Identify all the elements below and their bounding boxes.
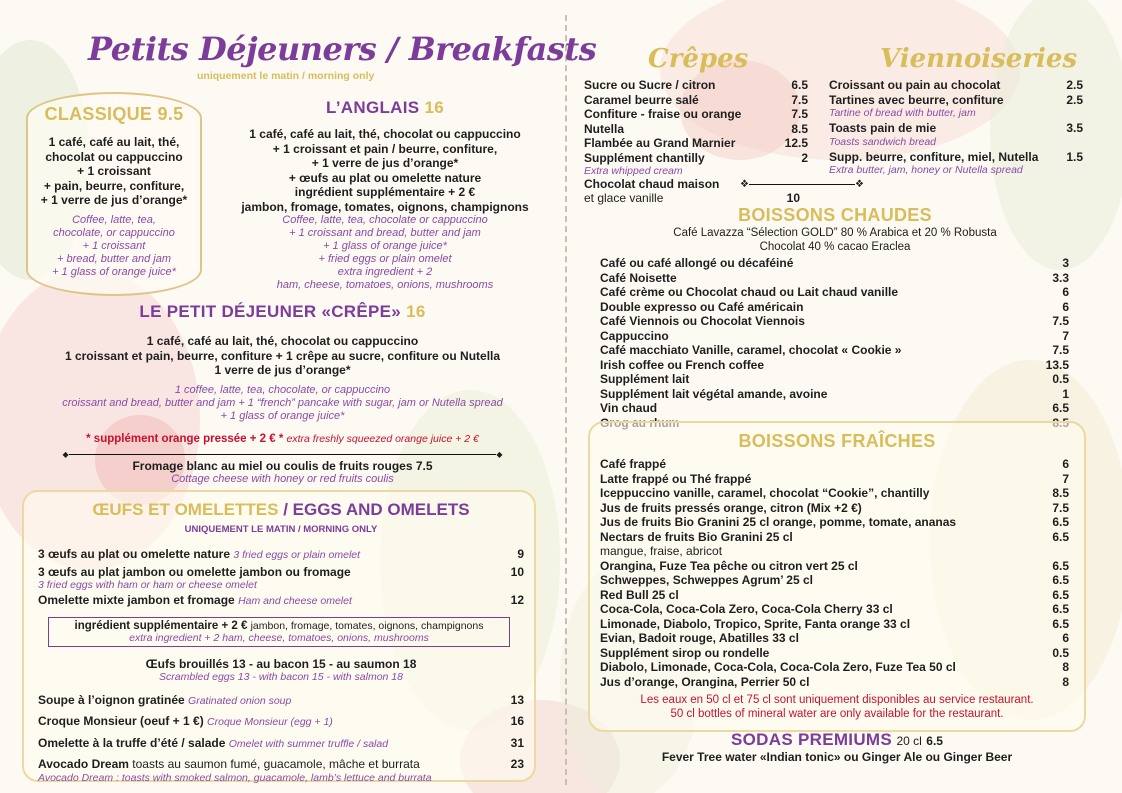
classique-line: + 1 verre de jus d’orange* bbox=[40, 193, 188, 207]
anglais-en: + fried eggs or plain omelet bbox=[318, 253, 452, 265]
viennoiserie-en: Toasts sandwich bread bbox=[829, 135, 937, 148]
dish-item-en: Avocado Dream : toasts with smoked salmon, guacamole, lamb’s lettuce and burrata bbox=[38, 771, 432, 784]
classique-line: chocolat ou cappuccino bbox=[45, 149, 183, 164]
extra-ingredient-box bbox=[48, 617, 510, 647]
classique-en: + bread, butter and jam bbox=[56, 252, 172, 265]
viennoiserie-item: Supp. beurre, confiture, miel, Nutella 1.5 bbox=[829, 149, 1083, 164]
anglais-line: + 1 croissant et pain / beurre, confiture, bbox=[272, 141, 498, 156]
anglais-price: 16 bbox=[424, 98, 444, 117]
eggs-section bbox=[38, 500, 524, 784]
crepe-breakfast-title: LE PETIT DÉJEUNER «CRÊPE» bbox=[139, 302, 402, 321]
breakfast-title: Petits Déjeuners / Breakfasts bbox=[88, 30, 597, 68]
anglais-en: + 1 croissant and bread, butter and jam bbox=[289, 227, 481, 239]
cold-drink-item: mangue, fraise, abricot bbox=[600, 544, 723, 558]
hot-drink-item: Vin chaud 6.5 bbox=[600, 401, 1069, 415]
viennoiserie-item: Tartines avec beurre, confiture 2.5 bbox=[829, 92, 1083, 107]
anglais-line: ingrédient supplémentaire + 2 € bbox=[294, 185, 476, 199]
viennoiseries-list bbox=[829, 78, 1083, 176]
crepe-item: Nutella 8.5 bbox=[584, 121, 808, 136]
sodas-line: Fever Tree water «Indian tonic» ou Ginger Ale ou Ginger Beer bbox=[661, 750, 1013, 764]
cold-drink-item: Red Bull 25 cl 6.5 bbox=[600, 587, 1069, 602]
crepe-item: Supplément chantilly 2 bbox=[584, 150, 808, 165]
dish-item: Soupe à l’oignon gratinée Gratinated onion soup 13 bbox=[38, 692, 524, 707]
cold-drink-item: Jus de fruits Bio Granini 25 cl orange, pomme, tomate, ananas 6.5 bbox=[600, 515, 1069, 529]
eggs-subtitle: UNIQUEMENT LE MATIN / MORNING ONLY bbox=[184, 524, 378, 535]
anglais-line: 1 café, café au lait, thé, chocolat ou cappuccino bbox=[249, 127, 521, 141]
crepe-breakfast-en: + 1 glass of orange juice* bbox=[220, 409, 345, 422]
page-divider bbox=[565, 15, 567, 785]
chantilly-en: Extra whipped cream bbox=[584, 165, 683, 177]
cold-drink-item: Coca-Cola, Coca-Cola Zero, Coca-Cola Cherry 33 cl 6.5 bbox=[600, 602, 1069, 616]
classique-title: CLASSIQUE 9.5 bbox=[44, 104, 184, 124]
hot-drink-item: Café Viennois ou Chocolat Viennois 7.5 bbox=[600, 314, 1069, 328]
classique-en: Coffee, latte, tea, bbox=[72, 213, 156, 226]
anglais-line: + 1 verre de jus d’orange* bbox=[311, 156, 459, 170]
hot-drink-item: Café crème ou Chocolat chaud ou Lait chaud vanille 6 bbox=[600, 285, 1069, 299]
hot-drink-item: Double expresso ou Café américain 6 bbox=[600, 299, 1069, 314]
cold-drink-item: Supplément sirop ou rondelle 0.5 bbox=[600, 645, 1069, 660]
crepe-item: Sucre ou Sucre / citron 6.5 bbox=[584, 78, 808, 92]
hot-drink-item: Irish coffee ou French coffee 13.5 bbox=[600, 357, 1069, 372]
viennoiseries-title: Viennoiseries bbox=[880, 44, 1078, 74]
anglais-block bbox=[220, 98, 550, 292]
anglais-title: L’ANGLAIS bbox=[326, 98, 420, 117]
hot-drink-item: Café macchiato Vanille, caramel, chocolat « Cookie » 7.5 bbox=[600, 343, 1069, 357]
extra-ingredient-detail: jambon, fromage, tomates, oignons, champignons bbox=[250, 619, 484, 632]
classique-en: + 1 glass of orange juice* bbox=[52, 265, 176, 278]
cold-drink-item: Diabolo, Limonade, Coca-Cola, Coca-Cola Zero, Fuze Tea 50 cl 8 bbox=[600, 660, 1069, 674]
viennoiserie-en: Tartine of bread with butter, jam bbox=[829, 107, 976, 119]
viennoiserie-item: Toasts pain de mie 3.5 bbox=[829, 121, 1083, 135]
crepe-item: Caramel beurre salé 7.5 bbox=[584, 92, 808, 107]
lavazza-line: Café Lavazza “Sélection GOLD” 80 % Arabica et 20 % Robusta bbox=[673, 227, 997, 239]
scrambled-eggs-en: Scrambled eggs 13 - with bacon 15 - with salmon 18 bbox=[159, 670, 403, 683]
chocolat-line: Chocolat 40 % cacao Eraclea bbox=[759, 241, 911, 253]
viennoiserie-item: Croissant ou pain au chocolat 2.5 bbox=[829, 78, 1083, 92]
orange-supplement: * supplément orange pressée + 2 € * bbox=[86, 432, 284, 445]
anglais-en: Coffee, latte, tea, chocolate or cappuccino bbox=[282, 214, 488, 226]
egg-item: 3 œufs au plat jambon ou omelette jambon ou fromage 10 bbox=[38, 564, 524, 579]
crepe-breakfast-line: 1 croissant et pain, beurre, confiture + 1 crêpe au sucre, confiture ou Nutella bbox=[64, 348, 501, 363]
crepe-item: Flambée au Grand Marnier 12.5 bbox=[584, 136, 808, 150]
water-note-fr: Les eaux en 50 cl et 75 cl sont uniquement disponibles au service restaurant. bbox=[640, 694, 1034, 706]
ornament-divider: ◆ ◆ bbox=[62, 449, 503, 459]
extra-ingredient: ingrédient supplémentaire + 2 € bbox=[74, 619, 248, 632]
extra-ingredient-en: extra ingredient + 2 ham, cheese, tomatoes, onions, mushrooms bbox=[129, 631, 429, 644]
cold-drinks-title: BOISSONS FRAÎCHES bbox=[738, 431, 936, 451]
anglais-line: + œufs au plat ou omelette nature bbox=[288, 170, 482, 185]
breakfast-subtitle: uniquement le matin / morning only bbox=[197, 70, 375, 82]
chocolat-maison: Chocolat chaud maison bbox=[584, 177, 720, 191]
cold-drink-item: Iceppuccino vanille, caramel, chocolat “Cookie”, chantilly 8.5 bbox=[600, 486, 1069, 500]
hot-drink-item: Supplément lait 0.5 bbox=[600, 372, 1069, 386]
classique-line: + pain, beurre, confiture, bbox=[43, 178, 185, 193]
crepe-breakfast-en: 1 coffee, latte, tea, chocolate, or cappuccino bbox=[174, 383, 391, 396]
water-note bbox=[588, 693, 1086, 721]
dish-item: Avocado Dream toasts au saumon fumé, guacamole, mâche et burrata 23 bbox=[38, 757, 524, 771]
water-note-en: 50 cl bottles of mineral water are only available for the restaurant. bbox=[670, 708, 1004, 720]
cold-drink-item: Evian, Badoit rouge, Abatilles 33 cl 6 bbox=[600, 631, 1069, 645]
cold-drink-item: Jus d’orange, Orangina, Perrier 50 cl 8 bbox=[600, 674, 1069, 689]
eggs-title-fr: ŒUFS ET OMELETTES bbox=[92, 500, 279, 519]
hot-drinks-list bbox=[600, 256, 1069, 430]
classique-block bbox=[26, 104, 202, 279]
cold-drink-item: Nectars de fruits Bio Granini 25 cl 6.5 bbox=[600, 529, 1069, 544]
hot-drink-item: Café Noisette 3.3 bbox=[600, 270, 1069, 285]
egg-item: 3 œufs au plat ou omelette nature 3 fried eggs or plain omelet 9 bbox=[38, 547, 524, 561]
orange-supplement-en: extra freshly squeezed orange juice + 2 € bbox=[286, 432, 479, 445]
crepe-breakfast-price: 16 bbox=[406, 302, 426, 321]
cold-drink-item: Jus de fruits pressés orange, citron (Mix +2 €) 7.5 bbox=[600, 500, 1069, 515]
viennoiserie-en: Extra butter, jam, honey or Nutella spread bbox=[829, 164, 1023, 176]
anglais-line: jambon, fromage, tomates, oignons, champignons bbox=[241, 199, 529, 214]
hot-drink-item: Café ou café allongé ou décaféiné 3 bbox=[600, 256, 1069, 270]
sodas-size: 20 cl bbox=[896, 734, 922, 748]
hot-drink-item: Cappuccino 7 bbox=[600, 328, 1069, 343]
crepe-breakfast-block bbox=[20, 302, 545, 486]
anglais-en: + 1 glass of orange juice* bbox=[323, 240, 447, 252]
classique-line: 1 café, café au lait, thé, bbox=[48, 135, 180, 149]
crepe-breakfast-line: 1 verre de jus d’orange* bbox=[214, 363, 351, 377]
cold-drinks-list bbox=[600, 457, 1069, 689]
eggs-title-en: / EGGS AND OMELETS bbox=[283, 500, 470, 519]
hot-drinks-title: BOISSONS CHAUDES bbox=[738, 205, 932, 225]
classique-line: + 1 croissant bbox=[77, 164, 151, 178]
crepe-breakfast-line: 1 café, café au lait, thé, chocolat ou cappuccino bbox=[146, 334, 419, 348]
sodas-title: SODAS PREMIUMS bbox=[731, 730, 893, 749]
sodas-section bbox=[588, 730, 1086, 764]
crepes-title: Crêpes bbox=[648, 44, 749, 74]
dish-item: Omelette à la truffe d’été / salade Omelet with summer truffle / salad 31 bbox=[38, 735, 524, 750]
classique-en: + 1 croissant bbox=[82, 239, 146, 252]
scrambled-eggs: Œufs brouillés 13 - au bacon 15 - au saumon 18 bbox=[145, 656, 417, 671]
cold-drink-item: Café frappé 6 bbox=[600, 457, 1069, 471]
crepe-breakfast-en: croissant and bread, butter and jam + 1 “french” pancake with sugar, jam or Nutella spread bbox=[62, 396, 503, 409]
crepes-ornament: ❖ ❖ bbox=[740, 179, 864, 190]
egg-item: Omelette mixte jambon et fromage Ham and cheese omelet 12 bbox=[38, 593, 524, 607]
anglais-en: ham, cheese, tomatoes, onions, mushrooms bbox=[276, 279, 494, 291]
cold-drink-item: Orangina, Fuze Tea pêche ou citron vert 25 cl 6.5 bbox=[600, 558, 1069, 573]
crepe-item: Confiture - fraise ou orange 7.5 bbox=[584, 107, 808, 121]
egg-item-en: 3 fried eggs with ham or ham or cheese omelet bbox=[38, 579, 257, 591]
hot-drinks-header bbox=[590, 205, 1080, 254]
fromage-blanc: Fromage blanc au miel ou coulis de fruits rouges 7.5 bbox=[132, 458, 433, 473]
fromage-blanc-en: Cottage cheese with honey or red fruits coulis bbox=[171, 472, 394, 485]
cold-drink-item: Latte frappé ou Thé frappé 7 bbox=[600, 471, 1069, 486]
dish-item: Croque Monsieur (oeuf + 1 €) Croque Monsieur (egg + 1) 16 bbox=[38, 714, 524, 728]
cold-drink-item: Schweppes, Schweppes Agrum’ 25 cl 6.5 bbox=[600, 573, 1069, 587]
crepe-item: et glace vanille 10 bbox=[584, 191, 800, 205]
anglais-en: extra ingredient + 2 bbox=[337, 266, 433, 278]
sodas-price: 6.5 bbox=[926, 734, 943, 748]
cold-drink-item: Limonade, Diabolo, Tropico, Sprite, Fanta orange 33 cl 6.5 bbox=[600, 616, 1069, 631]
classique-en: chocolate, or cappuccino bbox=[53, 226, 175, 239]
hot-drink-item: Supplément lait végétal amande, avoine 1 bbox=[600, 386, 1069, 401]
